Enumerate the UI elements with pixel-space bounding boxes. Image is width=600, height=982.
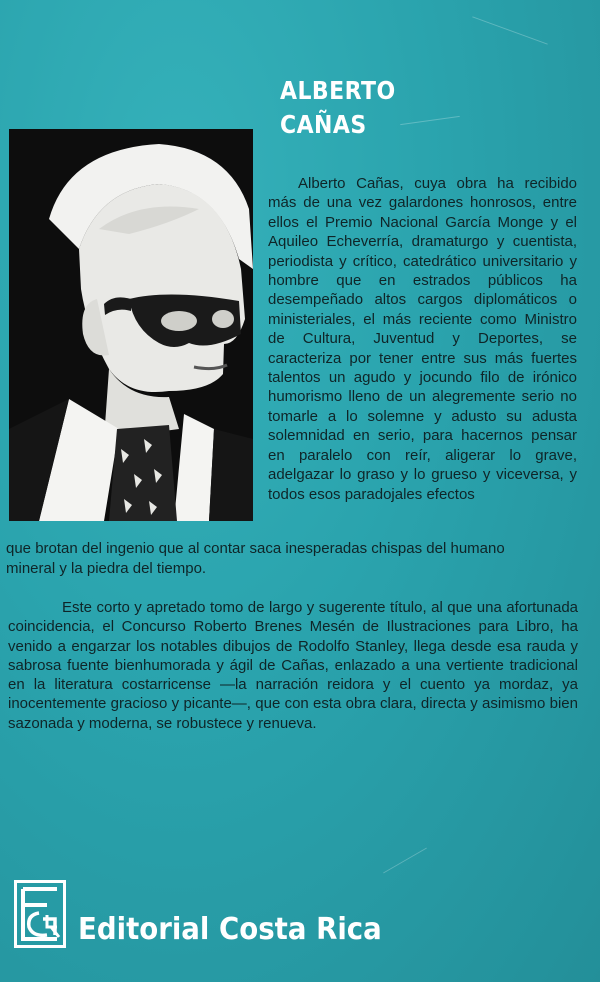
author-portrait-photo [9,129,253,521]
book-description: Este corto y apretado tomo de largo y sugerente título, al que una afortunada coincidencia, el Concurso Roberto Brenes Mesén de Ilustraciones para Libro, ha venido a engarzar los notables dibujos de Rodolfo Stanley, llega desde esa rauda y sabrosa fuente bienhumorada y ágil de Cañas, enlazado a una vertiente tradicional en la literatura costarricense —la narración reidora y el cuento ya mordaz, ya inocentemente gracioso y picante—, que con esta obra clara, directa y asimismo bien sazonada y moderna, se robustece y renueva. [8,599,578,732]
bio-tail-line: mineral y la piedra del tiempo. [6,559,207,577]
cover-scratch [472,16,548,44]
bio-tail-line: que brotan del ingenio que al contar saca inesperadas chispas del humano [6,540,505,557]
cover-scratch [383,848,427,874]
author-biography: Alberto Cañas, cuya obra ha recibido más de una vez galardones honrosos, entre ellos el Premio Nacional García Monge y el Aquileo Echeverría, dramaturgo y cuentista, periodista y crítico, catedrático universitario y hombre que en estrados públicos ha desempeñado altos cargos diplomáticos o ministeriales, el más reciente como Ministro de Cultura, Juventud y Deportes, se caracteriza por tener entre sus más fuertes talentos un agudo y jocundo filo de irónico humorismo lleno de un alegremente serio no tomarle a lo solemne y adusto su adusta solemnidad en serio, para hacernos pensar en paralelo con reír, aligerar lo grave, adelgazar lo graso y lo grueso y viceversa, y todos esos paradojales efectos [268,175,577,503]
author-last-name: CAÑAS [280,110,367,139]
publisher-name: Editorial Costa Rica [78,912,382,947]
author-portrait-icon [9,129,253,521]
ecr-logo-icon [17,883,63,945]
author-name [280,74,474,142]
author-first-name: ALBERTO [280,76,396,105]
author-biography-continued [6,539,578,578]
publisher-logo [14,880,66,948]
